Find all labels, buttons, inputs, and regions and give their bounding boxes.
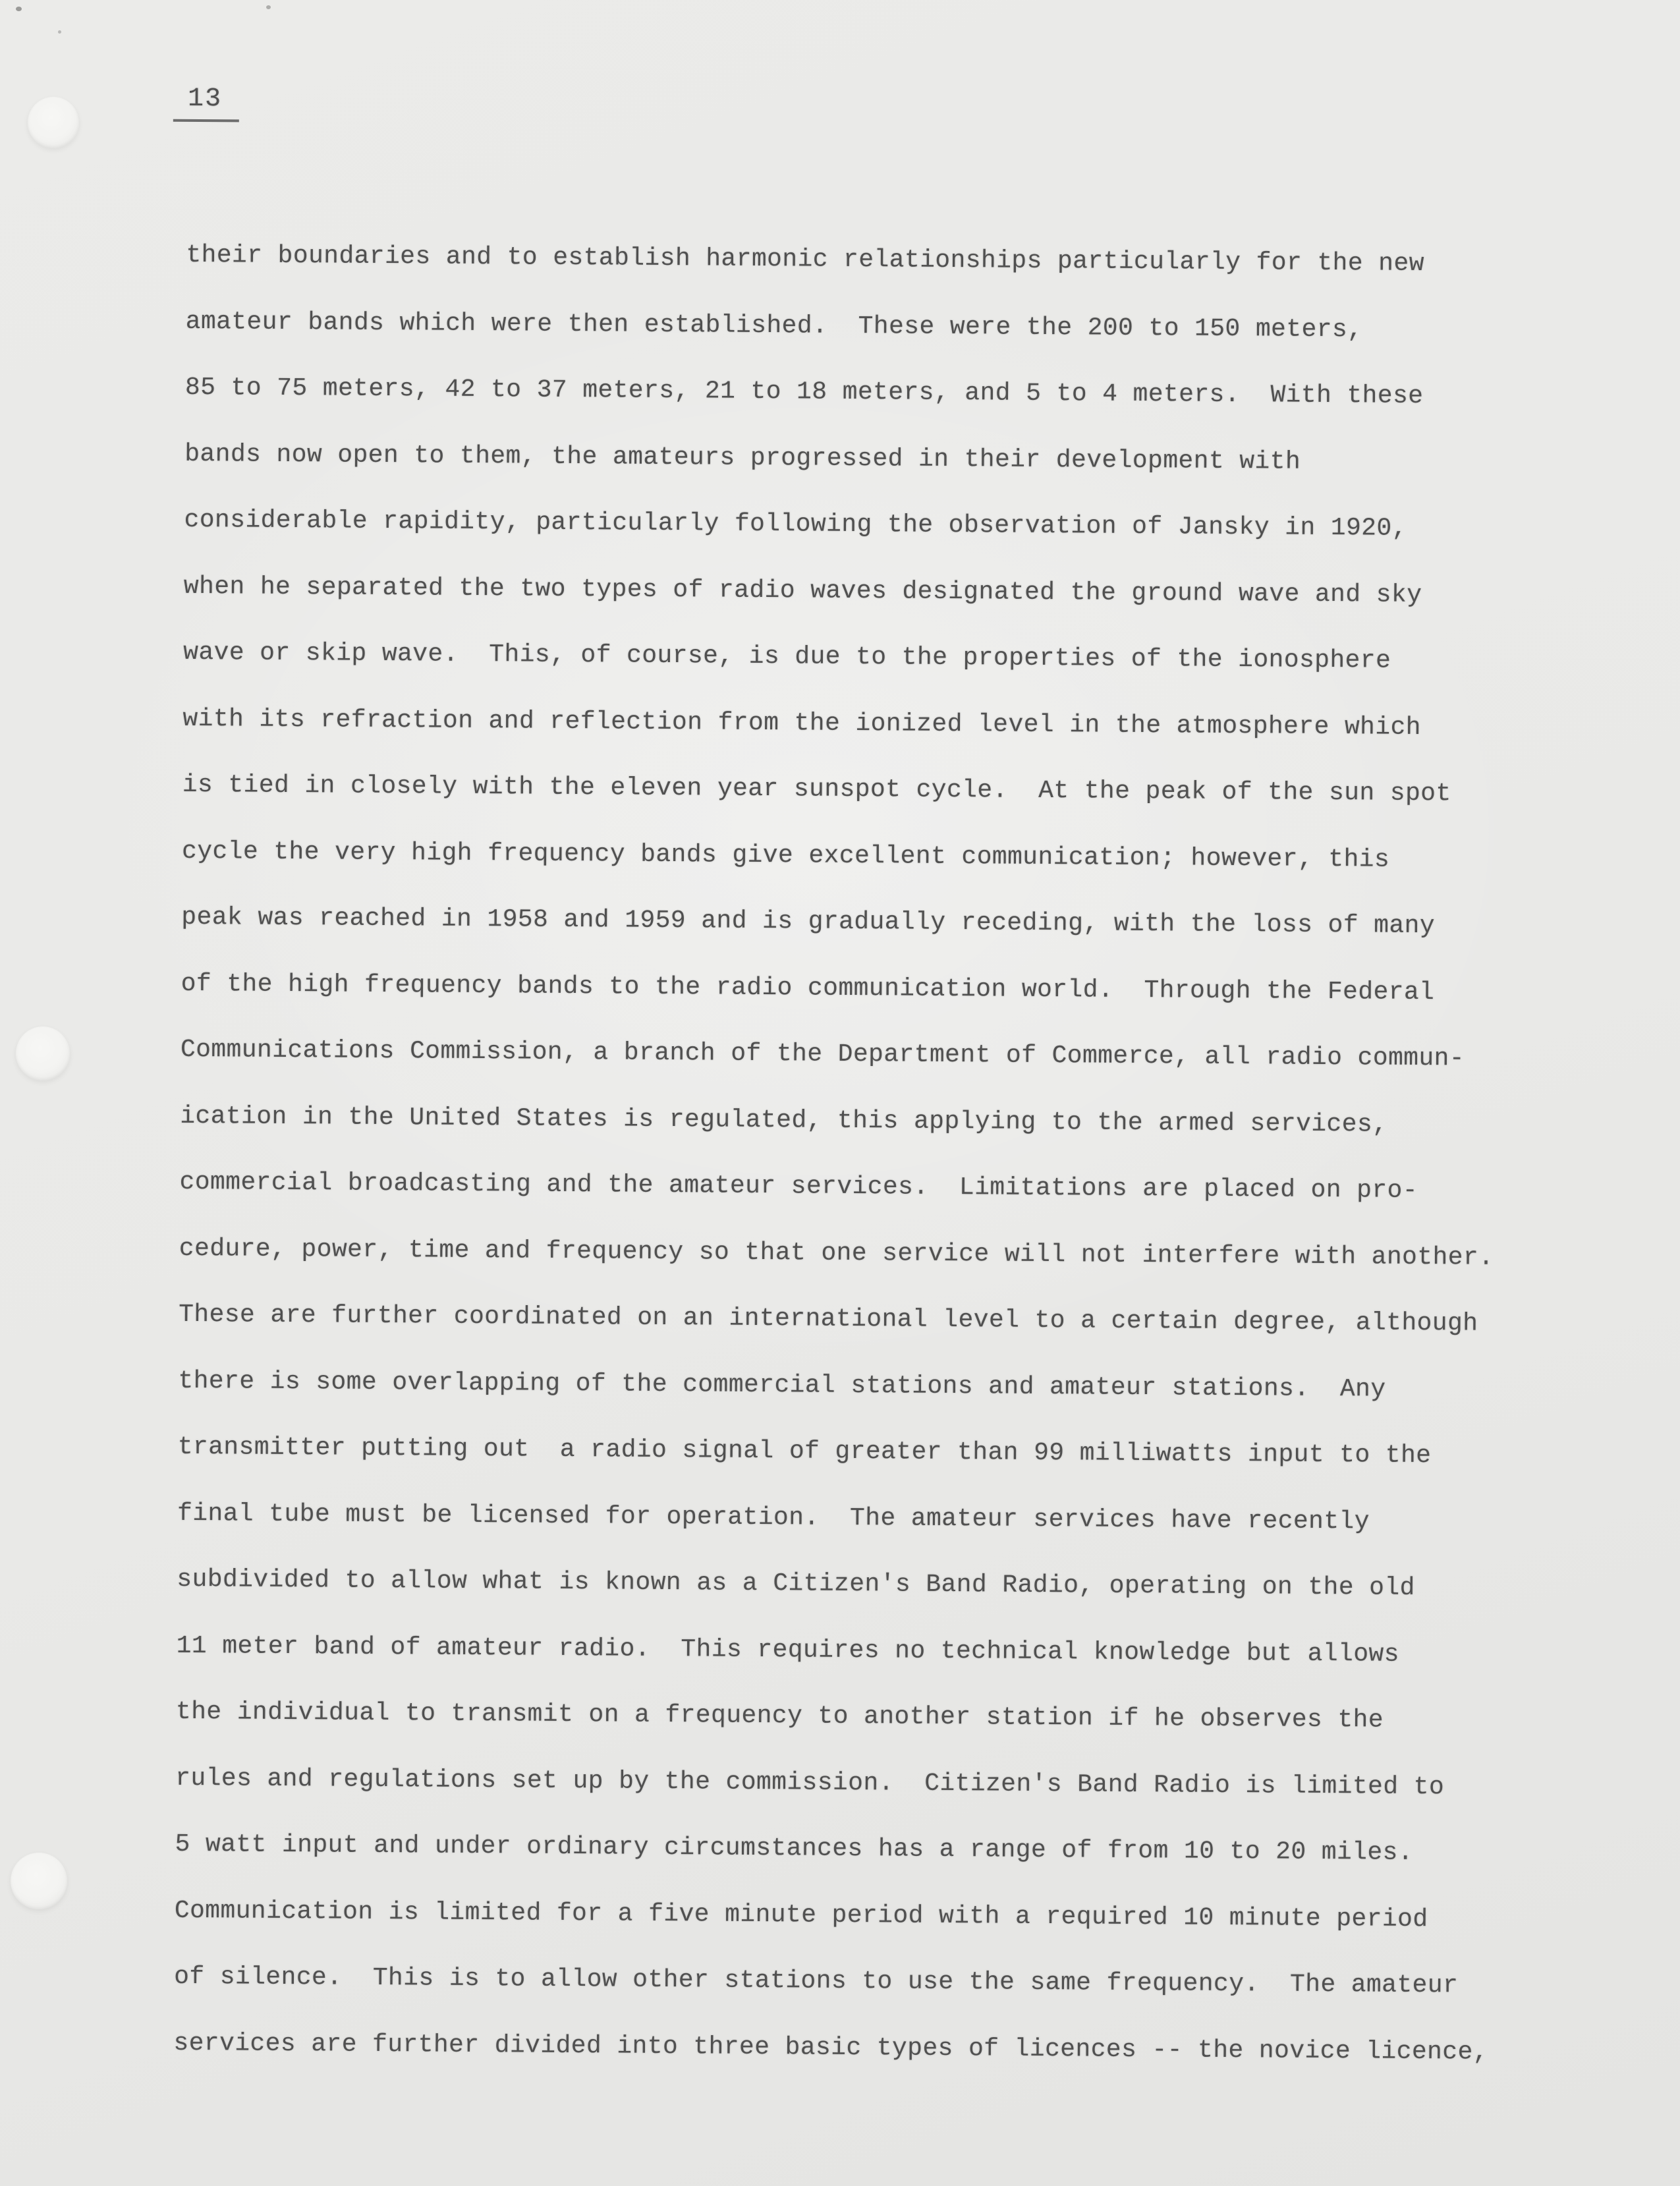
text-line: wave or skip wave. This, of course, is due to the properties of the ionosphere bbox=[183, 638, 1391, 675]
text-line: Communications Commission, a branch of the Department of Commerce, all radio commun- bbox=[180, 1035, 1465, 1073]
text-line: amateur bands which were then established. These were the 200 to 150 meters, bbox=[185, 307, 1363, 344]
text-line: transmitter putting out a radio signal of greater than 99 milliwatts input to the bbox=[177, 1432, 1432, 1471]
page-number: 13 bbox=[173, 84, 239, 123]
text-line: the individual to transmit on a frequency to another station if he observes the bbox=[175, 1697, 1384, 1735]
text-line: there is some overlapping of the commercial stations and amateur stations. Any bbox=[178, 1366, 1386, 1404]
text-line: is tied in closely with the eleven year sunspot cycle. At the peak of the sun spot bbox=[182, 770, 1451, 808]
text-line: when he separated the two types of radio waves designated the ground wave and sky bbox=[183, 572, 1422, 609]
text-line: bands now open to them, the amateurs progressed in their development with bbox=[184, 439, 1301, 476]
text-line: 85 to 75 meters, 42 to 37 meters, 21 to 18 meters, and 5 to 4 meters. With these bbox=[184, 373, 1424, 410]
text-line: rules and regulations set up by the commission. Citizen's Band Radio is limited to bbox=[175, 1764, 1445, 1801]
body-text bbox=[173, 223, 1570, 2087]
text-line: 11 meter band of amateur radio. This requires no technical knowledge but allows bbox=[176, 1631, 1400, 1669]
text-line: commercial broadcasting and the amateur services. Limitations are placed on pro- bbox=[179, 1167, 1418, 1205]
text-line: considerable rapidity, particularly following the observation of Jansky in 1920, bbox=[184, 505, 1407, 543]
text-line: their boundaries and to establish harmonic relationships particularly for the new bbox=[186, 240, 1425, 279]
text-line: These are further coordinated on an international level to a certain degree, although bbox=[179, 1300, 1478, 1338]
text-line: Communication is limited for a five minute period with a required 10 minute period bbox=[174, 1896, 1428, 1934]
text-line: of the high frequency bands to the radio communication world. Through the Federal bbox=[181, 969, 1435, 1007]
text-line: subdivided to allow what is known as a Citizen's Band Radio, operating on the old bbox=[177, 1565, 1415, 1602]
text-line: final tube must be licensed for operation. The amateur services have recently bbox=[177, 1499, 1370, 1536]
text-line: ication in the United States is regulated, this applying to the armed services, bbox=[180, 1102, 1388, 1139]
text-line: services are further divided into three basic types of licences -- the novice licence, bbox=[173, 2029, 1489, 2067]
text-line: 5 watt input and under ordinary circumstances has a range of from 10 to 20 miles. bbox=[175, 1830, 1414, 1867]
text-line: of silence. This is to allow other stations to use the same frequency. The amateur bbox=[173, 1962, 1459, 2000]
text-line: cedure, power, time and frequency so that one service will not interfere with another. bbox=[179, 1234, 1494, 1272]
text-line: cycle the very high frequency bands give excellent communication; however, this bbox=[181, 837, 1390, 874]
text-line: with its refraction and reflection from the ionized level in the atmosphere which bbox=[182, 704, 1422, 742]
text-line: peak was reached in 1958 and 1959 and is gradually receding, with the loss of many bbox=[181, 903, 1436, 941]
